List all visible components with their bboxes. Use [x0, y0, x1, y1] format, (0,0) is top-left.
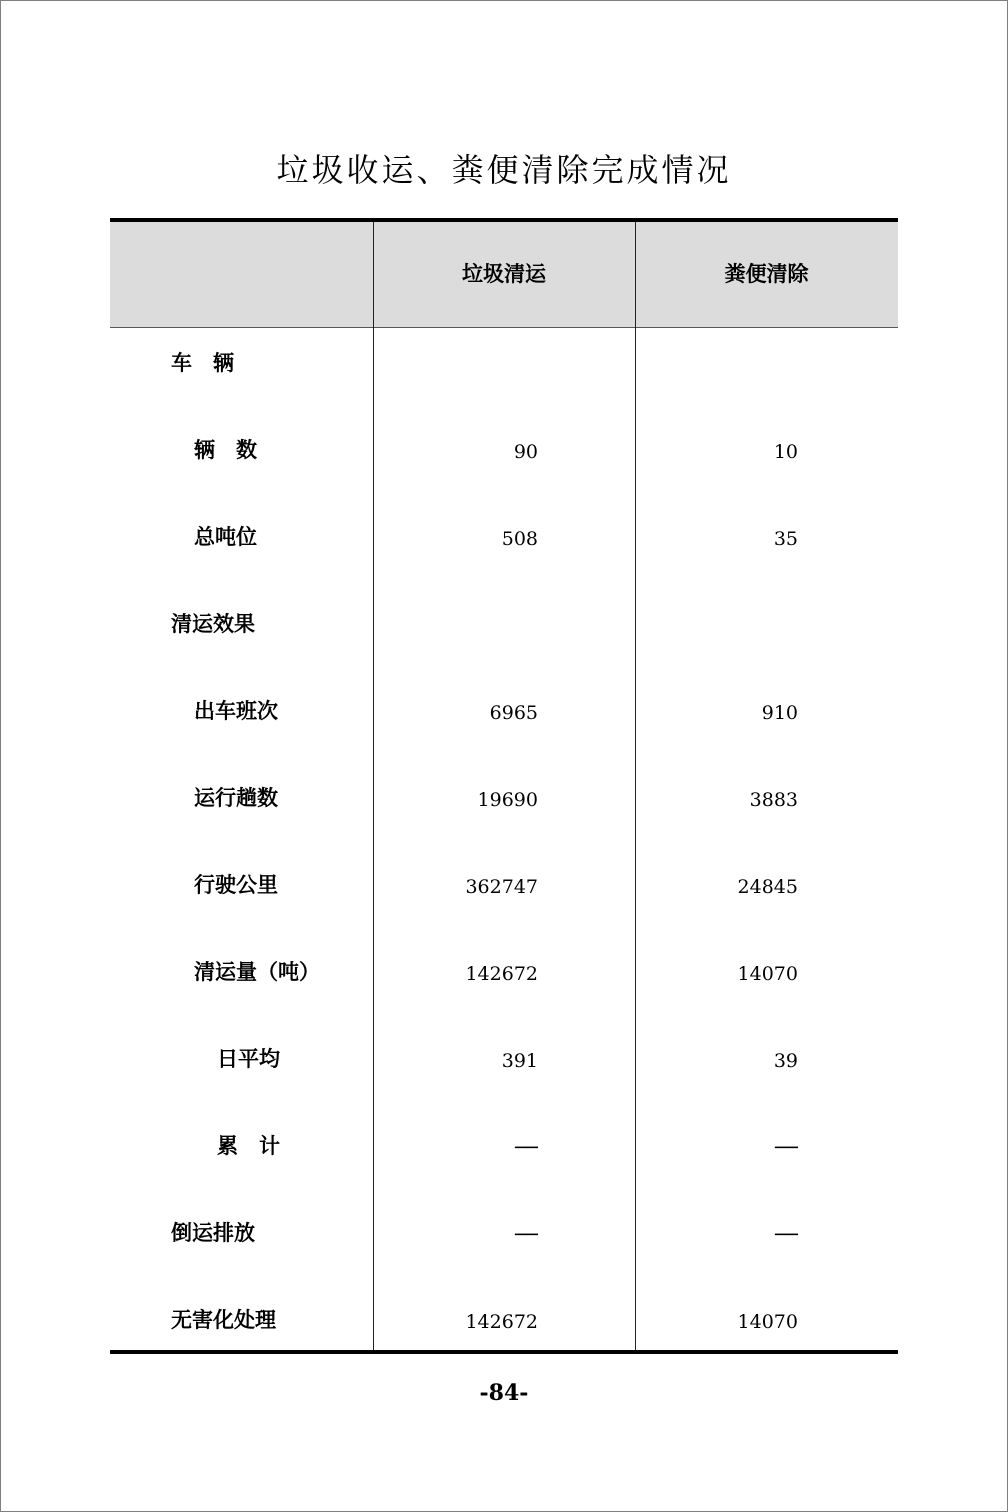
table-row	[110, 494, 898, 581]
row-label: 车 辆	[171, 351, 234, 375]
row-label: 日平均	[217, 1047, 280, 1071]
feces-value: 39	[773, 1050, 798, 1072]
table-row	[110, 1016, 898, 1103]
row-label: 累 计	[217, 1134, 280, 1158]
table-row	[110, 320, 898, 407]
garbage-value: ──	[515, 1224, 538, 1246]
garbage-value: ──	[515, 1137, 538, 1159]
feces-value: 3883	[749, 789, 798, 811]
garbage-value: 391	[501, 1050, 538, 1072]
garbage-value: 508	[501, 528, 538, 550]
table-row	[110, 581, 898, 668]
row-label: 出车班次	[194, 699, 278, 723]
row-label: 行驶公里	[194, 873, 278, 897]
row-label: 清运效果	[171, 612, 255, 636]
garbage-value: 142672	[465, 963, 538, 985]
garbage-value: 90	[513, 441, 538, 463]
feces-value: ──	[775, 1137, 798, 1159]
feces-value: ──	[775, 1224, 798, 1246]
garbage-value: 142672	[465, 1311, 538, 1333]
column-header-feces: 粪便清除	[724, 262, 809, 286]
garbage-value: 19690	[477, 789, 538, 811]
feces-value: 14070	[737, 963, 798, 985]
row-label: 辆 数	[194, 438, 257, 462]
column-header-garbage: 垃圾清运	[462, 262, 546, 286]
table-row	[110, 842, 898, 929]
table-bottom-rule	[110, 1350, 898, 1354]
page-title: 垃圾收运、粪便清除完成情况	[276, 151, 732, 189]
feces-value: 910	[761, 702, 798, 724]
feces-value: 35	[773, 528, 798, 550]
table-row	[110, 929, 898, 1016]
garbage-value: 362747	[465, 876, 538, 898]
feces-value: 10	[773, 441, 798, 463]
page-number: -84-	[479, 1380, 529, 1406]
feces-value: 14070	[737, 1311, 798, 1333]
feces-value: 24845	[737, 876, 798, 898]
garbage-value: 6965	[489, 702, 538, 724]
table-row	[110, 1190, 898, 1277]
row-label: 清运量（吨）	[194, 960, 320, 984]
table-row	[110, 668, 898, 755]
table-row	[110, 755, 898, 842]
row-label: 无害化处理	[171, 1308, 276, 1332]
row-label: 运行趟数	[194, 786, 278, 810]
table-row	[110, 407, 898, 494]
table-row	[110, 1103, 898, 1190]
statistics-table	[110, 218, 898, 1354]
row-label: 总吨位	[194, 525, 257, 549]
row-label: 倒运排放	[171, 1221, 255, 1245]
